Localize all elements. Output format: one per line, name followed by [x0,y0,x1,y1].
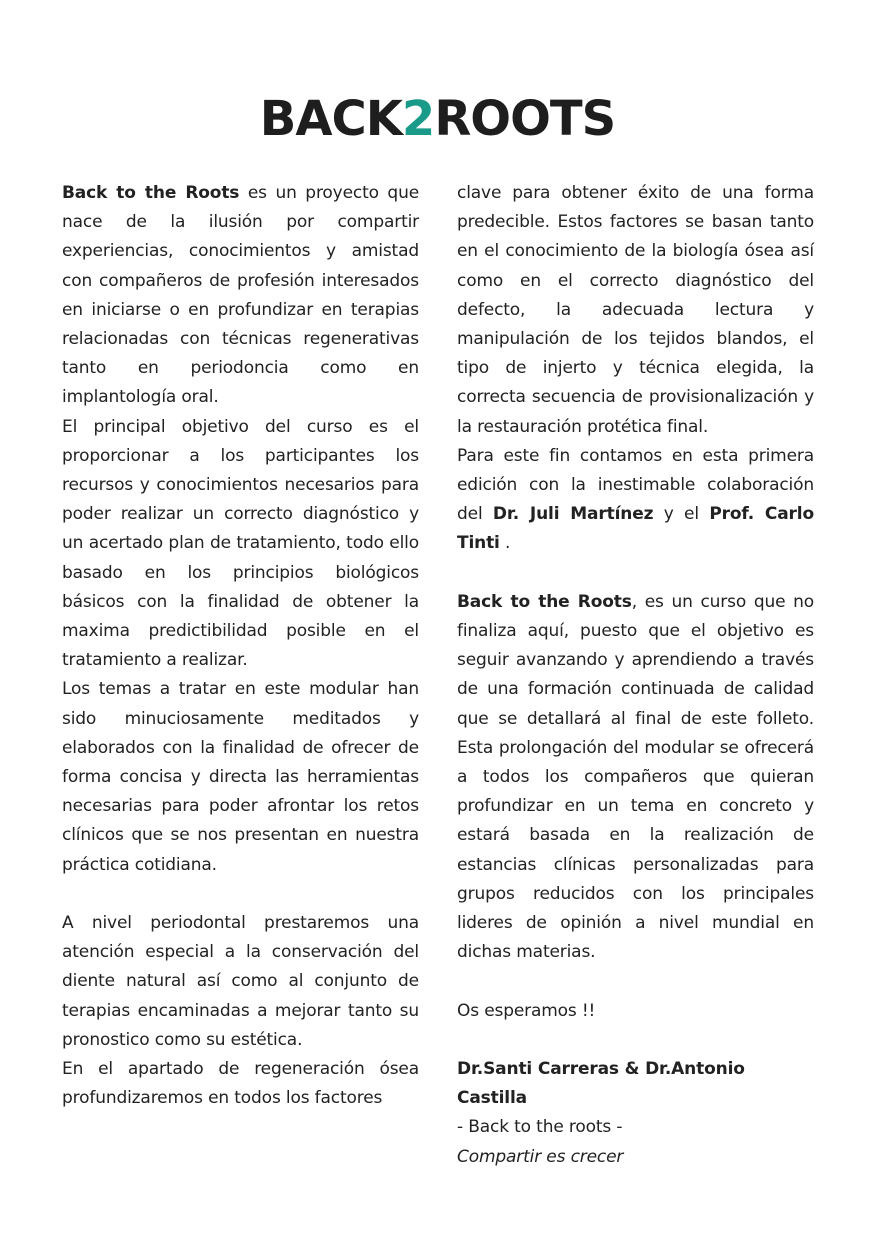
spacer [457,1026,814,1055]
periodontal-paragraph: A nivel periodontal prestaremos una atención especial a la conservación del diente natural así como al conjunto de terapias encaminadas a mejorar tanto su pronostico como su estética. [62,913,419,1050]
regeneration-paragraph: En el apartado de regeneración ósea profundizaremos en todos los factores [62,1059,419,1109]
left-column [62,179,419,1113]
tagline: - Back to the roots - [457,1117,623,1138]
spacer [457,559,814,588]
factors-paragraph: clave para obtener éxito de una forma predecible. Estos factores se basan tanto en el conocimiento de la biología ósea así como en el correcto diagnóstico del defecto, la adecuada lectura y manipulación de los tejidos blandos, el tipo de injerto y técnica elegida, la correcta secuencia de provisionalización y la restauración protética final. [457,183,814,437]
logo-part-back: BACK [259,91,402,147]
spacer [457,967,814,996]
logo-part-2: 2 [401,91,435,147]
signature: Dr.Santi Carreras & Dr.Antonio Castilla [457,1059,745,1109]
logo-part-roots: ROOTS [434,91,616,147]
intro-paragraph: Back to the Roots es un proyecto que nace de la ilusión por compartir experiencias, conocimientos y amistad con compañeros de profesión interesados en iniciarse o en profundizar en terapias relacionadas con técnicas regenerativas tanto en periodoncia como en implantología oral. [62,183,419,408]
continuation-paragraph: Back to the Roots, es un curso que no finaliza aquí, puesto que el objetivo es seguir avanzando y aprendiendo a través de una formación continuada de calidad que se detallará al final de este folleto. Esta prolongación del modular se ofrecerá a todos los compañeros que quieran profundizar en un tema en concreto y estará basada en la realización de estancias clínicas personalizadas para grupos reducidos con los principales lideres de opinión a nivel mundial en dichas materias. [457,591,815,963]
spacer [62,880,419,909]
collaborator-1: Dr. Juli Martínez [492,504,654,525]
back2roots-logo [0,91,875,147]
objective-paragraph: El principal objetivo del curso es el proporcionar a los participantes los recursos y conocimientos necesarios para poder realizar un correcto diagnóstico y un acertado plan de tratamiento, todo ello basado en los principios biológicos básicos con la finalidad de obtener la maxima predictibilidad posible en el tratamiento a realizar. [62,416,419,671]
collaboration-paragraph: Para este fin contamos en esta primera edición con la inestimable colaboración del Dr. Juli Martínez y el Prof. Carlo Tinti . [457,445,814,554]
topics-paragraph: Los temas a tratar en este modular han sido minuciosamente meditados y elaborados con la finalidad de ofrecer de forma concisa y directa las herramientas necesarias para poder afrontar los retos clínicos que se nos presentan en nuestra práctica cotidiana. [62,679,419,875]
project-name: Back to the Roots [457,591,632,612]
motto: Compartir es crecer [457,1146,624,1167]
closing-line: Os esperamos !! [457,1000,596,1021]
right-column [457,179,814,1172]
collaborator-2: Prof. Carlo Tinti [457,504,814,554]
project-name: Back to the Roots [62,183,240,203]
